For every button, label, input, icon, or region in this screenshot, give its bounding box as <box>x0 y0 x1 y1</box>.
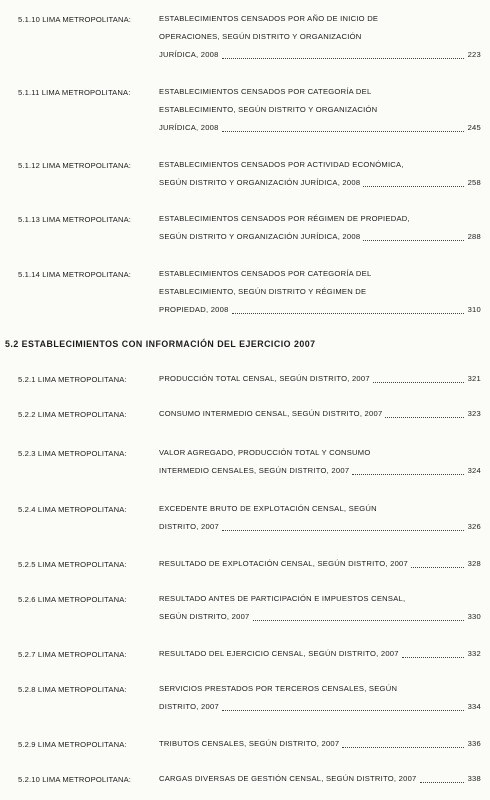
toc-entry-page: 223 <box>467 50 481 59</box>
toc-entry-line <box>159 405 481 423</box>
toc-entry-line <box>159 283 481 301</box>
toc-entry-line <box>159 228 481 246</box>
toc-entry-text: DISTRITO, 2007 <box>159 702 219 711</box>
toc-entry-description <box>159 10 481 64</box>
dot-leader <box>385 417 464 418</box>
toc-entry-page: 334 <box>467 702 481 711</box>
dot-leader <box>411 567 464 568</box>
toc-entry-line <box>159 265 481 283</box>
toc-entry-page: 338 <box>467 774 481 783</box>
toc-entry-line <box>159 698 481 716</box>
toc-entry-description <box>159 370 481 388</box>
toc-entry-text: JURÍDICA, 2008 <box>159 50 219 59</box>
toc-entry-label: 5.1.13 LIMA METROPOLITANA: <box>18 215 132 224</box>
toc-entry-page: 324 <box>467 466 481 475</box>
toc-entry-line <box>159 46 481 64</box>
toc-entry-page: 258 <box>467 178 481 187</box>
toc-entry-text: TRIBUTOS CENSALES, SEGÚN DISTRITO, 2007 <box>159 739 340 748</box>
dot-leader <box>373 382 464 383</box>
toc-entry-label: 5.2.1 LIMA METROPOLITANA: <box>18 375 127 384</box>
toc-entry-label: 5.1.11 LIMA METROPOLITANA: <box>18 88 131 97</box>
toc-entry-description <box>159 770 481 788</box>
section-5-2-heading: 5.2 ESTABLECIMIENTOS CON INFORMACIÓN DEL EJERCICIO 2007 <box>5 339 316 349</box>
toc-entry-line <box>159 518 481 536</box>
toc-entry-text: RESULTADO DE EXPLOTACIÓN CENSAL, SEGÚN DISTRITO, 2007 <box>159 559 408 568</box>
toc-entry-line <box>159 444 481 462</box>
toc-entry-label: 5.2.2 LIMA METROPOLITANA: <box>18 410 127 419</box>
toc-entry-line <box>159 770 481 788</box>
toc-entry-line <box>159 28 481 46</box>
toc-entry-text: JURÍDICA, 2008 <box>159 123 219 132</box>
toc-entry-text: ESTABLECIMIENTOS CENSADOS POR RÉGIMEN DE PROPIEDAD, <box>159 214 410 223</box>
dot-leader <box>342 747 464 748</box>
toc-entry-description <box>159 83 481 137</box>
toc-entry-text: ESTABLECIMIENTOS CENSADOS POR CATEGORÍA DEL <box>159 87 372 96</box>
toc-entry-description <box>159 590 481 626</box>
toc-entry-page: 310 <box>467 305 481 314</box>
toc-entry-label: 5.2.5 LIMA METROPOLITANA: <box>18 560 127 569</box>
toc-entry-line <box>159 555 481 573</box>
dot-leader <box>232 313 464 314</box>
toc-entry-label: 5.2.10 LIMA METROPOLITANA: <box>18 775 132 784</box>
toc-entry-label: 5.2.9 LIMA METROPOLITANA: <box>18 740 127 749</box>
toc-entry-line <box>159 83 481 101</box>
dot-leader <box>253 620 464 621</box>
dot-leader <box>222 710 464 711</box>
toc-entry-line <box>159 645 481 663</box>
toc-entry-description <box>159 210 481 246</box>
dot-leader <box>363 240 464 241</box>
toc-entry-text: DISTRITO, 2007 <box>159 522 219 531</box>
dot-leader <box>222 58 464 59</box>
toc-entry-text: ESTABLECIMIENTOS CENSADOS POR AÑO DE INICIO DE <box>159 14 379 23</box>
toc-entry-line <box>159 174 481 192</box>
toc-entry-text: SEGÚN DISTRITO Y ORGANIZACIÓN JURÍDICA, 2008 <box>159 178 361 187</box>
toc-entry-label: 5.1.12 LIMA METROPOLITANA: <box>18 161 132 170</box>
toc-entry-line <box>159 680 481 698</box>
toc-entry-line <box>159 301 481 319</box>
toc-entry-page: 328 <box>467 559 481 568</box>
toc-entry-text: INTERMEDIO CENSALES, SEGÚN DISTRITO, 2007 <box>159 466 350 475</box>
toc-entry-line <box>159 101 481 119</box>
toc-entry-page: 330 <box>467 612 481 621</box>
toc-entry-line <box>159 608 481 626</box>
toc-entry-description <box>159 555 481 573</box>
toc-entry-line <box>159 210 481 228</box>
toc-entry-description <box>159 500 481 536</box>
toc-entry-text: CARGAS DIVERSAS DE GESTIÓN CENSAL, SEGÚN DISTRITO, 2007 <box>159 774 417 783</box>
toc-entry-label: 5.2.4 LIMA METROPOLITANA: <box>18 505 127 514</box>
toc-entry-text: RESULTADO ANTES DE PARTICIPACIÓN E IMPUESTOS CENSAL, <box>159 594 406 603</box>
toc-entry-page: 321 <box>467 374 481 383</box>
toc-entry-text: PRODUCCIÓN TOTAL CENSAL, SEGÚN DISTRITO, 2007 <box>159 374 370 383</box>
dot-leader <box>363 186 464 187</box>
toc-entry-page: 332 <box>467 649 481 658</box>
toc-entry-label: 5.1.14 LIMA METROPOLITANA: <box>18 270 132 279</box>
toc-entry-line <box>159 156 481 174</box>
toc-entry-line <box>159 500 481 518</box>
toc-entry-description <box>159 405 481 423</box>
toc-entry-text: VALOR AGREGADO, PRODUCCIÓN TOTAL Y CONSUMO <box>159 448 371 457</box>
toc-entry-text: ESTABLECIMIENTOS CENSADOS POR ACTIVIDAD ECONÓMICA, <box>159 160 404 169</box>
toc-entry-page: 288 <box>467 232 481 241</box>
toc-entry-text: EXCEDENTE BRUTO DE EXPLOTACIÓN CENSAL, SEGÚN <box>159 504 377 513</box>
toc-entry-page: 326 <box>467 522 481 531</box>
toc-entry-text: ESTABLECIMIENTO, SEGÚN DISTRITO Y RÉGIMEN DE <box>159 287 367 296</box>
toc-entry-page: 323 <box>467 409 481 418</box>
toc-entry-description <box>159 735 481 753</box>
dot-leader <box>352 474 464 475</box>
toc-entry-description <box>159 444 481 480</box>
dot-leader <box>402 657 464 658</box>
toc-entry-line <box>159 462 481 480</box>
toc-entry-text: SEGÚN DISTRITO, 2007 <box>159 612 250 621</box>
toc-entry-text: SEGÚN DISTRITO Y ORGANIZACIÓN JURÍDICA, 2008 <box>159 232 361 241</box>
toc-entry-label: 5.2.6 LIMA METROPOLITANA: <box>18 595 127 604</box>
toc-entry-text: OPERACIONES, SEGÚN DISTRITO Y ORGANIZACIÓN <box>159 32 362 41</box>
toc-entry-text: SERVICIOS PRESTADOS POR TERCEROS CENSALES, SEGÚN <box>159 684 398 693</box>
toc-entry-line <box>159 590 481 608</box>
toc-entry-description <box>159 265 481 319</box>
toc-entry-description <box>159 680 481 716</box>
toc-entry-description <box>159 156 481 192</box>
toc-entry-label: 5.2.8 LIMA METROPOLITANA: <box>18 685 127 694</box>
toc-entry-description <box>159 645 481 663</box>
toc-entry-text: ESTABLECIMIENTOS CENSADOS POR CATEGORÍA DEL <box>159 269 372 278</box>
toc-entry-page: 245 <box>467 123 481 132</box>
toc-entry-line <box>159 119 481 137</box>
toc-entry-line <box>159 735 481 753</box>
toc-entry-text: RESULTADO DEL EJERCICIO CENSAL, SEGÚN DISTRITO, 2007 <box>159 649 399 658</box>
toc-entry-label: 5.1.10 LIMA METROPOLITANA: <box>18 15 132 24</box>
toc-entry-line <box>159 370 481 388</box>
toc-entry-text: CONSUMO INTERMEDIO CENSAL, SEGÚN DISTRITO, 2007 <box>159 409 383 418</box>
toc-entry-page: 336 <box>467 739 481 748</box>
dot-leader <box>222 131 464 132</box>
dot-leader <box>420 782 464 783</box>
toc-entry-text: ESTABLECIMIENTO, SEGÚN DISTRITO Y ORGANIZACIÓN <box>159 105 378 114</box>
toc-entry-text: PROPIEDAD, 2008 <box>159 305 229 314</box>
toc-entry-line <box>159 10 481 28</box>
toc-entry-label: 5.2.7 LIMA METROPOLITANA: <box>18 650 127 659</box>
dot-leader <box>222 530 464 531</box>
toc-entry-label: 5.2.3 LIMA METROPOLITANA: <box>18 449 127 458</box>
